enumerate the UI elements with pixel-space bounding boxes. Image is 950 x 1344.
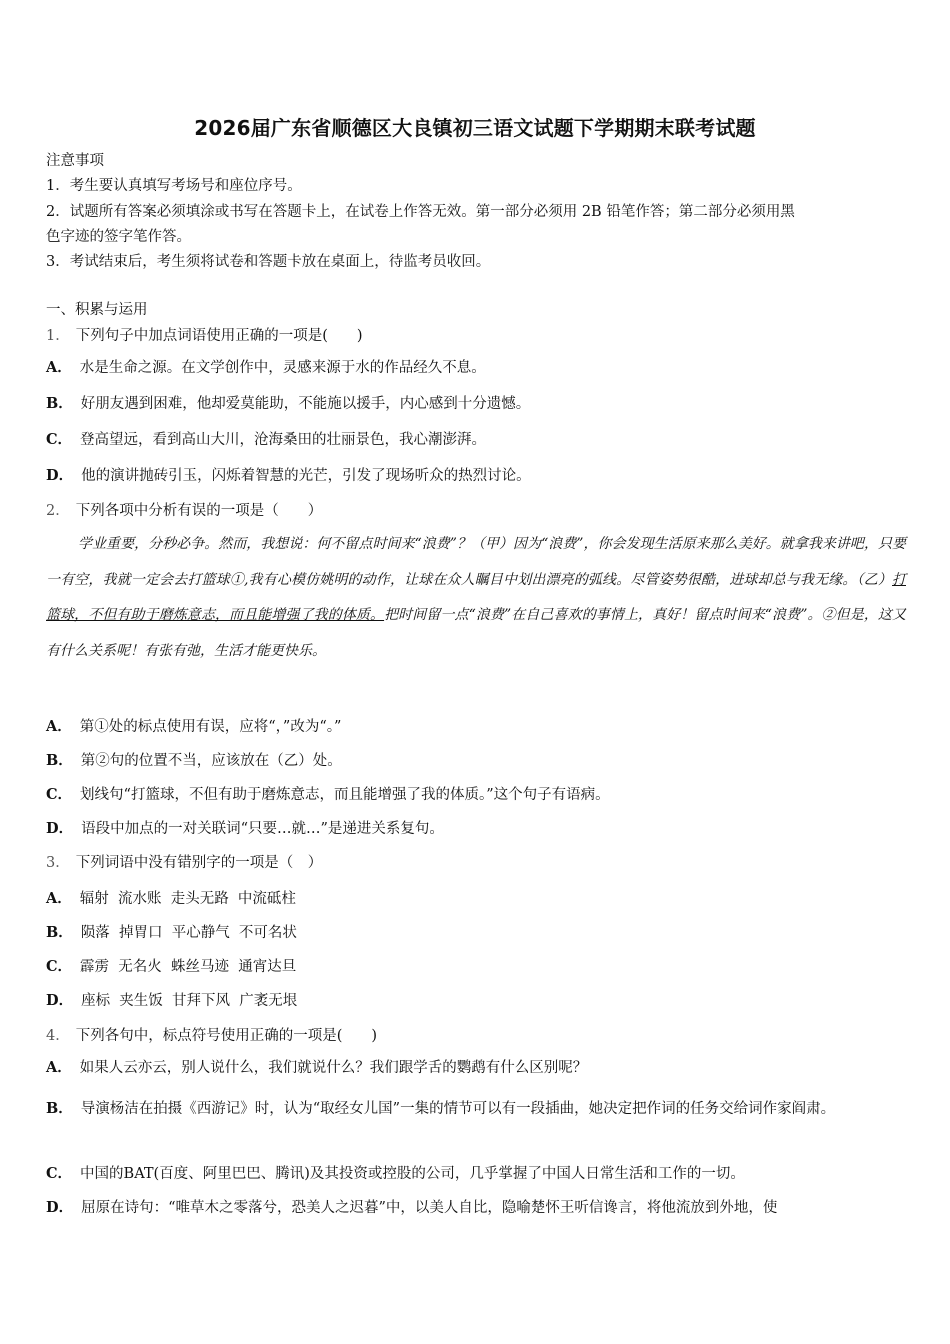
- q3-option-d: [46, 991, 297, 1011]
- section-title: 一、积累与运用: [46, 302, 148, 318]
- option-text: 中国的BAT(百度、阿里巴巴、腾讯)及其投资或控股的公司，几乎掌握了中国人日常生活和工作的一切。: [80, 1166, 745, 1182]
- question-number: 1．: [46, 328, 70, 344]
- q1-option-b: [46, 394, 530, 414]
- q4-option-d: [46, 1198, 777, 1218]
- notice-item: 2．试题所有答案必须填涂或书写在答题卡上，在试卷上作答无效。第一部分必须用 2B 铅笔作答；第二部分必须用黑: [46, 204, 795, 220]
- option-label: C．: [46, 1165, 73, 1182]
- notice-item: 1．考生要认真填写考场号和座位序号。: [46, 178, 302, 194]
- option-text: 划线句“打篮球，不但有助于磨炼意志，而且能增强了我的体质。”这个句子有语病。: [80, 787, 610, 803]
- option-text: 如果人云亦云，别人说什么，我们就说什么？我们跟学舌的鹦鹉有什么区别呢？: [79, 1060, 588, 1076]
- question-3-stem: [46, 853, 322, 873]
- question-1-stem: [46, 326, 363, 346]
- option-label: B．: [46, 1100, 73, 1117]
- option-text: 霹雳 无名火 蛛丝马迹 通宵达旦: [80, 959, 297, 975]
- option-label: A．: [46, 718, 72, 735]
- option-label: C．: [46, 958, 73, 975]
- option-label: B．: [46, 924, 73, 941]
- question-text: 下列词语中没有错别字的一项是（ ）: [75, 855, 323, 871]
- q2-option-c: [46, 785, 610, 805]
- q2-passage: [46, 527, 906, 669]
- question-text: 下列各句中，标点符号使用正确的一项是( ): [75, 1028, 378, 1044]
- question-number: 2．: [46, 503, 70, 519]
- option-label: B．: [46, 395, 73, 412]
- option-text: 屈原在诗句：“唯草木之零落兮，恐美人之迟暮”中，以美人自比，隐喻楚怀王听信谗言，将他流放到外地，使: [81, 1200, 778, 1216]
- q3-option-b: [46, 923, 297, 943]
- q2-option-d: [46, 819, 444, 839]
- option-text: 导演杨洁在拍摄《西游记》时，认为“取经女儿国”一集的情节可以有一段插曲，她决定把作词的任务交给词作家阎肃。: [80, 1101, 836, 1117]
- question-text: 下列句子中加点词语使用正确的一项是( ): [75, 328, 363, 344]
- q1-option-d: [46, 466, 531, 486]
- question-text: 下列各项中分析有误的一项是（ ）: [75, 503, 323, 519]
- option-label: D．: [46, 467, 74, 484]
- option-label: A．: [46, 359, 72, 376]
- q4-option-b: [46, 1092, 906, 1126]
- option-text: 好朋友遇到困难，他却爱莫能助，不能施以援手，内心感到十分遗憾。: [80, 396, 531, 412]
- option-label: A．: [46, 1059, 72, 1076]
- option-label: B．: [46, 752, 73, 769]
- option-label: A．: [46, 890, 72, 907]
- option-text: 座标 夹生饭 甘拜下风 广袤无垠: [81, 993, 298, 1009]
- option-text: 登高望远，看到高山大川，沧海桑田的壮丽景色，我心潮澎湃。: [80, 432, 487, 448]
- option-label: C．: [46, 786, 73, 803]
- passage-text: 学业重要，分秒必争。然而，我想说：何不留点时间来“浪费”？（甲）因为“浪费”，你会发现生活原来那么美好。就拿我来讲吧，只要一有空，我就一定会去打篮球①,我有心模仿姚明的动作，让球在众人瞩目中划出漂亮的弧线。尽管姿势很酷，进球却总与我无缘。（乙）: [46, 536, 906, 588]
- question-number: 3．: [46, 855, 70, 871]
- notice-item: 3．考试结束后，考生须将试卷和答题卡放在桌面上，待监考员收回。: [46, 254, 491, 270]
- option-text: 语段中加点的一对关联词“只要…就…”是递进关系复句。: [81, 821, 444, 837]
- option-text: 第①处的标点使用有误，应将“，”改为“。”: [79, 719, 342, 735]
- q2-option-a: [46, 717, 341, 737]
- question-2-stem: [46, 501, 322, 521]
- question-number: 4．: [46, 1028, 70, 1044]
- q4-option-a: [46, 1058, 587, 1078]
- q1-option-c: [46, 430, 486, 450]
- option-label: D．: [46, 1199, 74, 1216]
- notice-heading: 注意事项: [46, 153, 104, 169]
- option-label: D．: [46, 992, 74, 1009]
- page-title: 2026届广东省顺德区大良镇初三语文试题下学期期末联考试题: [194, 116, 756, 140]
- q1-option-a: [46, 358, 486, 378]
- q2-option-b: [46, 751, 342, 771]
- q3-option-c: [46, 957, 296, 977]
- option-label: D．: [46, 820, 74, 837]
- q3-option-a: [46, 889, 296, 909]
- option-text: 水是生命之源。在文学创作中，灵感来源于水的作品经久不息。: [79, 360, 486, 376]
- option-label: C．: [46, 431, 73, 448]
- underlined-sentence: 打篮球，不但有助于磨炼意志，而且能增强了我的体质。: [46, 571, 906, 623]
- notice-item: 色字迹的签字笔作答。: [46, 229, 191, 245]
- option-text: 陨落 掉胃口 平心静气 不可名状: [80, 925, 297, 941]
- option-text: 辐射 流水账 走头无路 中流砥柱: [79, 891, 296, 907]
- question-4-stem: [46, 1026, 377, 1046]
- option-text: 他的演讲抛砖引玉，闪烁着智慧的光芒，引发了现场听众的热烈讨论。: [81, 468, 531, 484]
- passage-text: 把时间留一点“浪费”在自己喜欢的事情上，真好！留点时间来“浪费”。②但是，这又有什么关系呢！有张有弛，生活才能更快乐。: [46, 607, 906, 659]
- option-text: 第②句的位置不当，应该放在（乙）处。: [80, 753, 342, 769]
- q4-option-c: [46, 1164, 745, 1184]
